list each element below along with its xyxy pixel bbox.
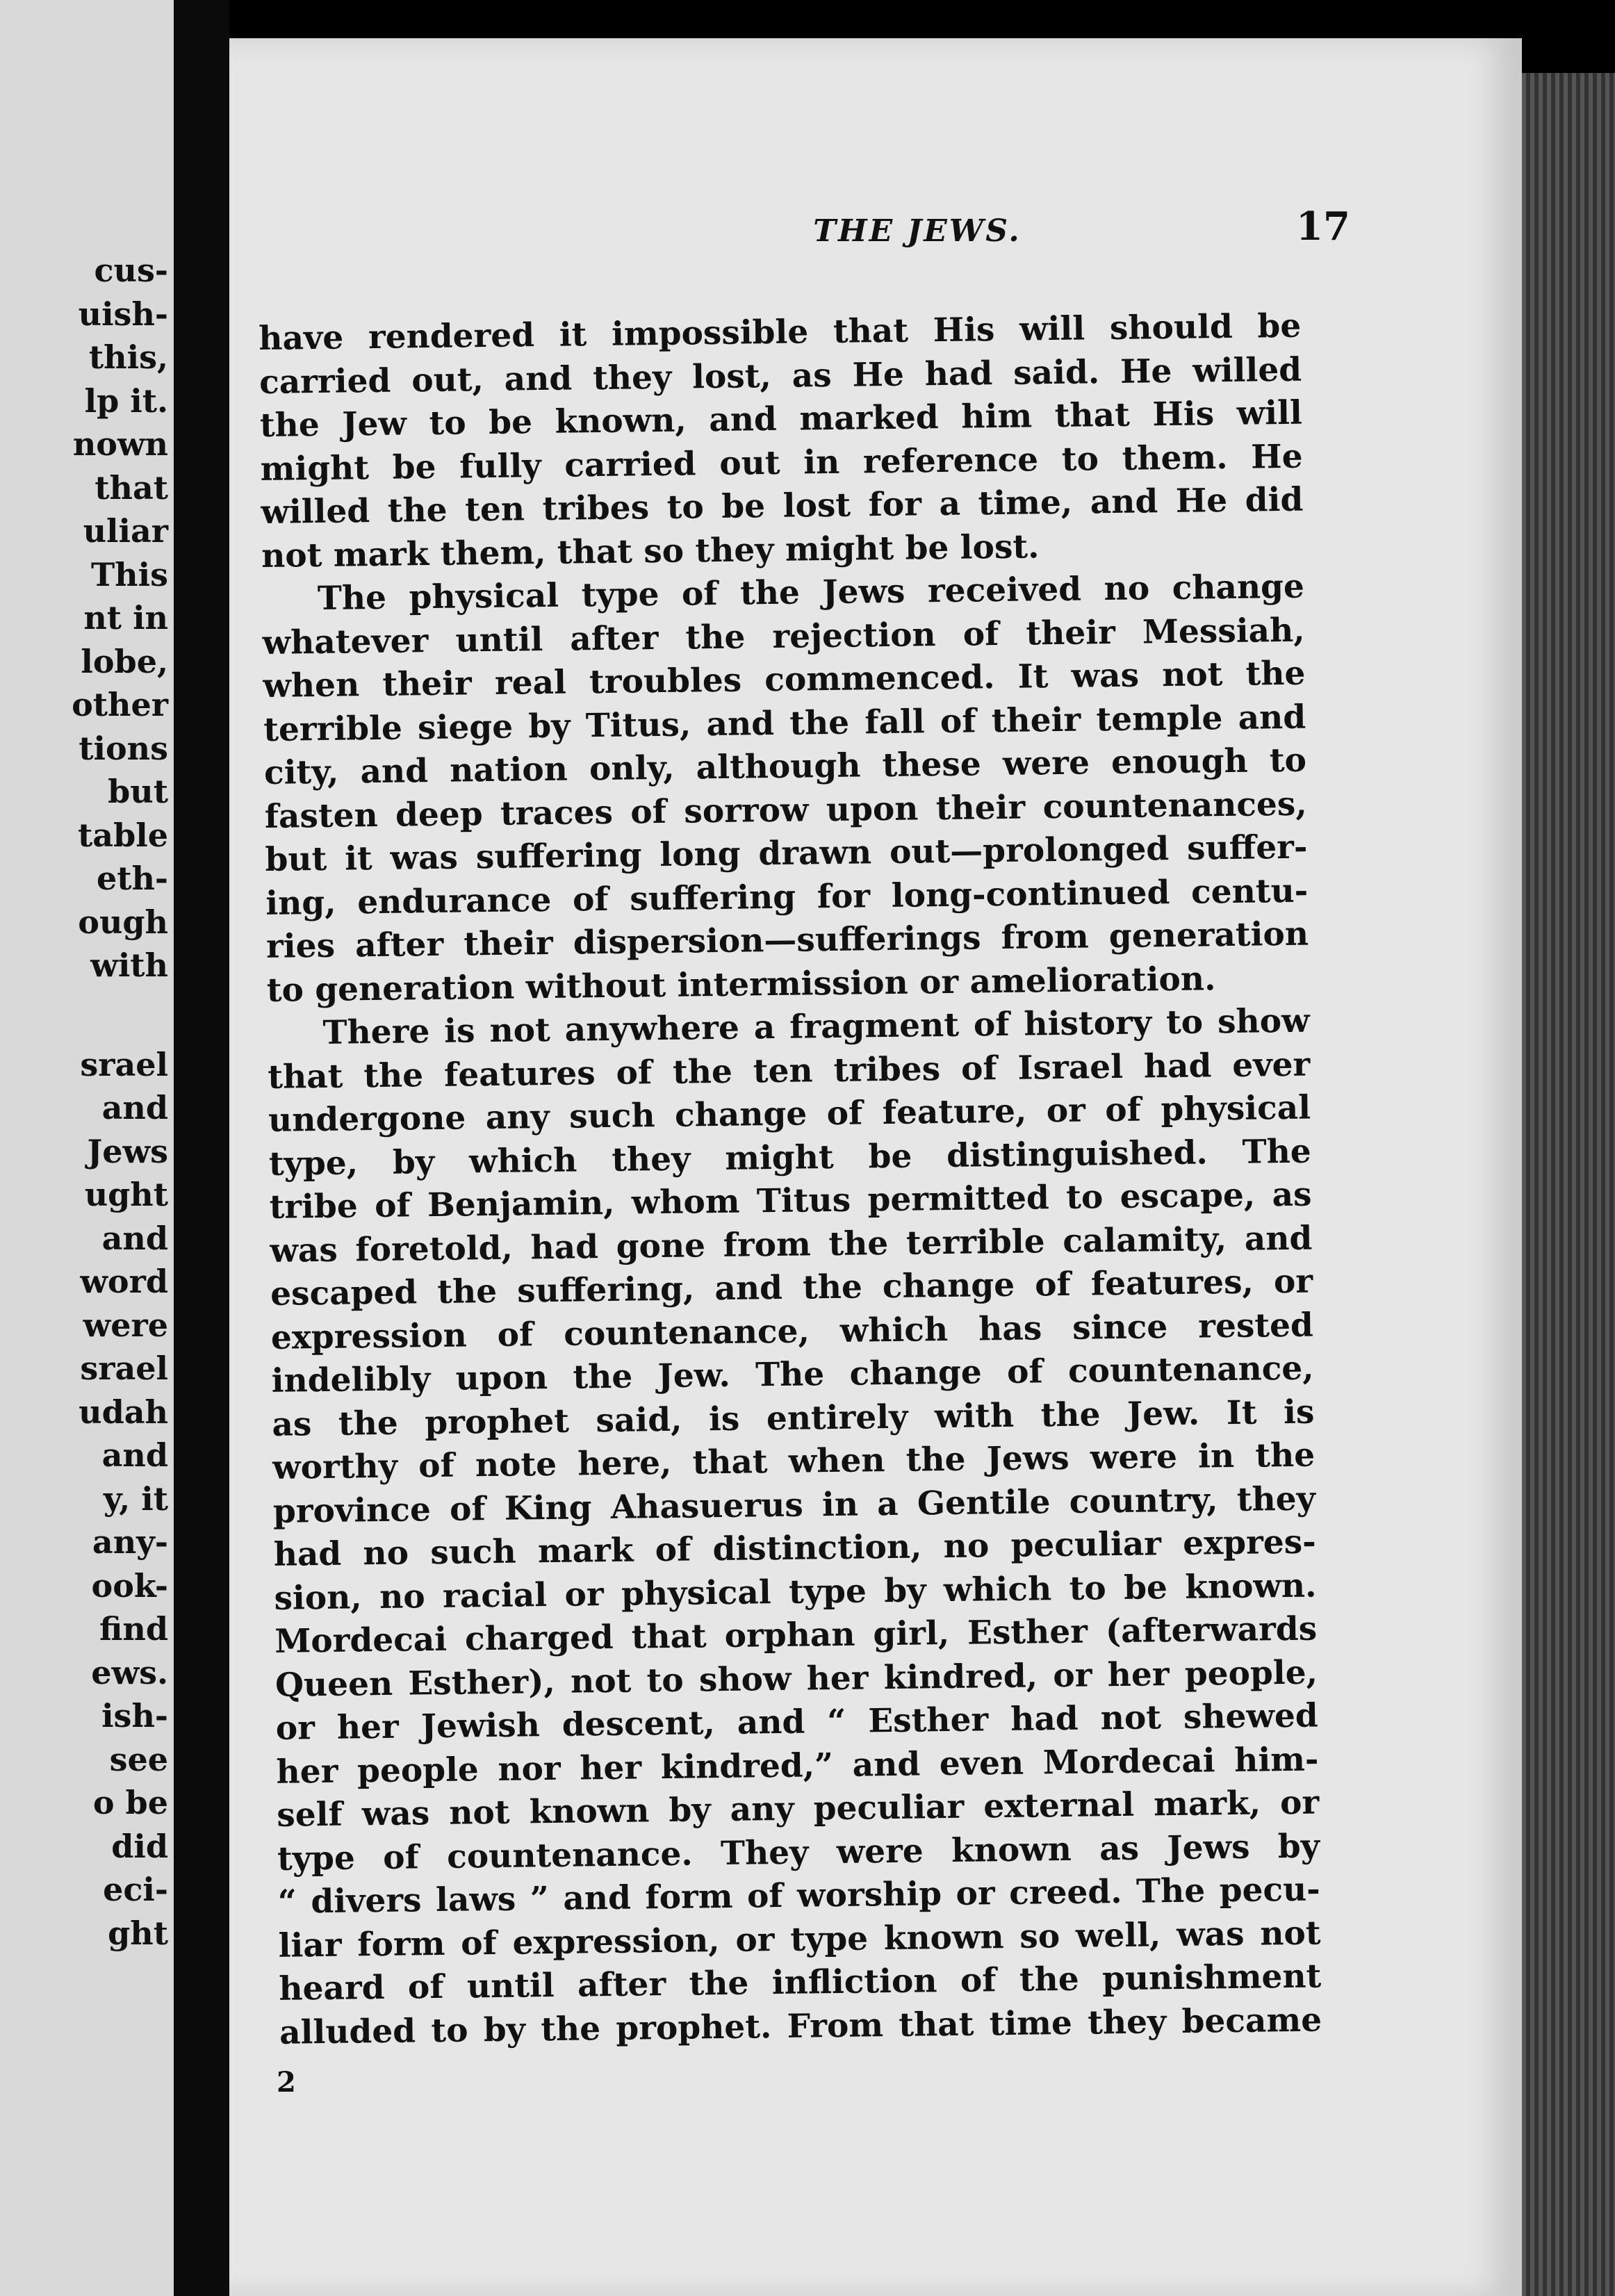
left-page-line: ough [78, 903, 168, 941]
page-number: 17 [1296, 204, 1350, 249]
left-page-fragment [0, 0, 174, 2296]
left-page-line: y, it [103, 1479, 168, 1518]
text-line: worthy of note here, that when the Jews were in the [272, 1436, 1315, 1487]
book-gutter [174, 0, 229, 2296]
left-page-line: lobe, [81, 642, 168, 680]
text-line: undergone any such change of feature, or of physical [268, 1088, 1311, 1140]
left-page-line: o be [92, 1784, 168, 1821]
left-page-line: did [111, 1827, 168, 1865]
text-line: indelibly upon the Jew. The change of countenance, [271, 1349, 1314, 1400]
left-page-line: see [109, 1740, 168, 1778]
left-page-line: find [99, 1610, 168, 1648]
signature-mark: 2 [277, 2066, 296, 2099]
left-page-line: ght [108, 1914, 168, 1952]
left-page-line: and [101, 1436, 168, 1474]
text-line: expression of countenance, which has since rested [270, 1306, 1314, 1357]
left-page-line: that [95, 468, 168, 507]
running-head: THE JEWS. [813, 213, 1022, 249]
left-page-line: ook- [91, 1566, 168, 1605]
text-line: willed the ten tribes to be lost for a time, and He did [261, 480, 1304, 532]
left-page-line: and [101, 1219, 168, 1257]
text-line: the Jew to be known, and marked him that His will [259, 393, 1303, 445]
left-page-line: and [101, 1089, 168, 1126]
text-line: heard of until after the infliction of the punishment [279, 1957, 1322, 2008]
text-line: might be fully carried out in reference to them. He [260, 437, 1303, 489]
text-line: tribe of Benjamin, whom Titus permitted to escape, as [269, 1175, 1312, 1227]
text-line: as the prophet said, is entirely with the Jew. It is [272, 1393, 1315, 1444]
left-page-line: cus- [94, 252, 168, 289]
left-page-line: word [80, 1263, 168, 1300]
left-page-line [72, 987, 168, 1043]
left-page-line: were [83, 1306, 168, 1344]
text-line: have rendered it impossible that His will should be [259, 306, 1302, 358]
text-line: type of countenance. They were known as Jews by [277, 1827, 1320, 1878]
text-line: whatever until after the rejection of their Messiah, [262, 611, 1305, 662]
left-page-line: table [78, 816, 168, 854]
text-line: ries after their dispersion—sufferings from generation [265, 915, 1309, 966]
page-stack-edge [1522, 73, 1615, 2296]
left-page-line: any- [92, 1523, 168, 1561]
text-line: Queen Esther), not to show her kindred, or her people, [274, 1653, 1318, 1705]
left-page-line: but [108, 773, 168, 810]
text-line: to generation without intermission or amelioration. [266, 959, 1216, 1010]
text-line: that the features of the ten tribes of Israel had ever [268, 1045, 1311, 1097]
text-line: or her Jewish descent, and “ Esther had not shewed [275, 1696, 1319, 1748]
left-page-line: This [90, 555, 168, 593]
left-page-text [72, 249, 168, 1955]
left-page-line: Jews [87, 1132, 168, 1170]
text-line: when their real troubles commenced. It was not the [263, 654, 1306, 705]
left-page-line: uliar [83, 512, 168, 550]
text-line: fasten deep traces of sorrow upon their countenances, [264, 785, 1307, 836]
text-line: was foretold, had gone from the terrible calamity, and [270, 1219, 1313, 1270]
text-line: The physical type of the Jews received no change [317, 567, 1305, 618]
text-line: ing, endurance of suffering for long-continued centu- [265, 871, 1309, 923]
text-line: escaped the suffering, and the change of features, or [270, 1262, 1313, 1313]
left-page-line: eci- [103, 1871, 168, 1908]
left-page-line: nt in [83, 599, 168, 637]
left-page-line: udah [79, 1393, 168, 1431]
text-line: province of King Ahasuerus in a Gentile country, they [272, 1479, 1316, 1531]
body-text [259, 305, 1322, 2055]
text-line: but it was suffering long drawn out—prolonged suffer- [265, 828, 1308, 879]
text-line: not mark them, that so they might be lost. [261, 527, 1040, 575]
left-page-line: lp it. [84, 382, 168, 420]
left-page-line: ish- [101, 1697, 168, 1735]
left-page-line: uish- [78, 295, 168, 333]
text-line: “ divers laws ” and form of worship or creed. The pecu- [277, 1870, 1321, 1921]
book-page [229, 38, 1522, 2296]
left-page-line: other [72, 686, 168, 723]
left-page-line: with [90, 946, 168, 984]
text-line: There is not anywhere a fragment of history to show [322, 1001, 1310, 1052]
left-page-line: ews. [91, 1653, 168, 1691]
left-page-line: nown [72, 425, 168, 463]
left-page-line: this, [88, 338, 168, 376]
text-line: Mordecai charged that orphan girl, Esther (afterwards [274, 1609, 1318, 1661]
text-line: liar form of expression, or type known so well, was not [278, 1914, 1321, 1965]
text-line: carried out, and they lost, as He had said. He willed [259, 350, 1302, 402]
text-line: sion, no racial or physical type by which to be known. [274, 1566, 1317, 1618]
left-page-line: srael [80, 1045, 168, 1083]
text-line: had no such mark of distinction, no peculiar expres- [273, 1523, 1316, 1574]
left-page-line: tions [79, 729, 168, 767]
left-page-line: eth- [96, 860, 168, 897]
text-line: her people nor her kindred,” and even Mordecai him- [276, 1740, 1319, 1791]
text-line: city, and nation only, although these were enough to [263, 741, 1307, 792]
text-line: self was not known by any peculiar external mark, or [276, 1783, 1320, 1835]
left-page-line: srael [80, 1350, 168, 1387]
text-line: terrible siege by Titus, and the fall of their temple and [263, 698, 1306, 749]
text-line: type, by which they might be distinguished. The [268, 1132, 1312, 1183]
text-line: alluded to by the prophet. From that time they became [279, 2000, 1322, 2052]
left-page-line: ught [84, 1176, 168, 1213]
